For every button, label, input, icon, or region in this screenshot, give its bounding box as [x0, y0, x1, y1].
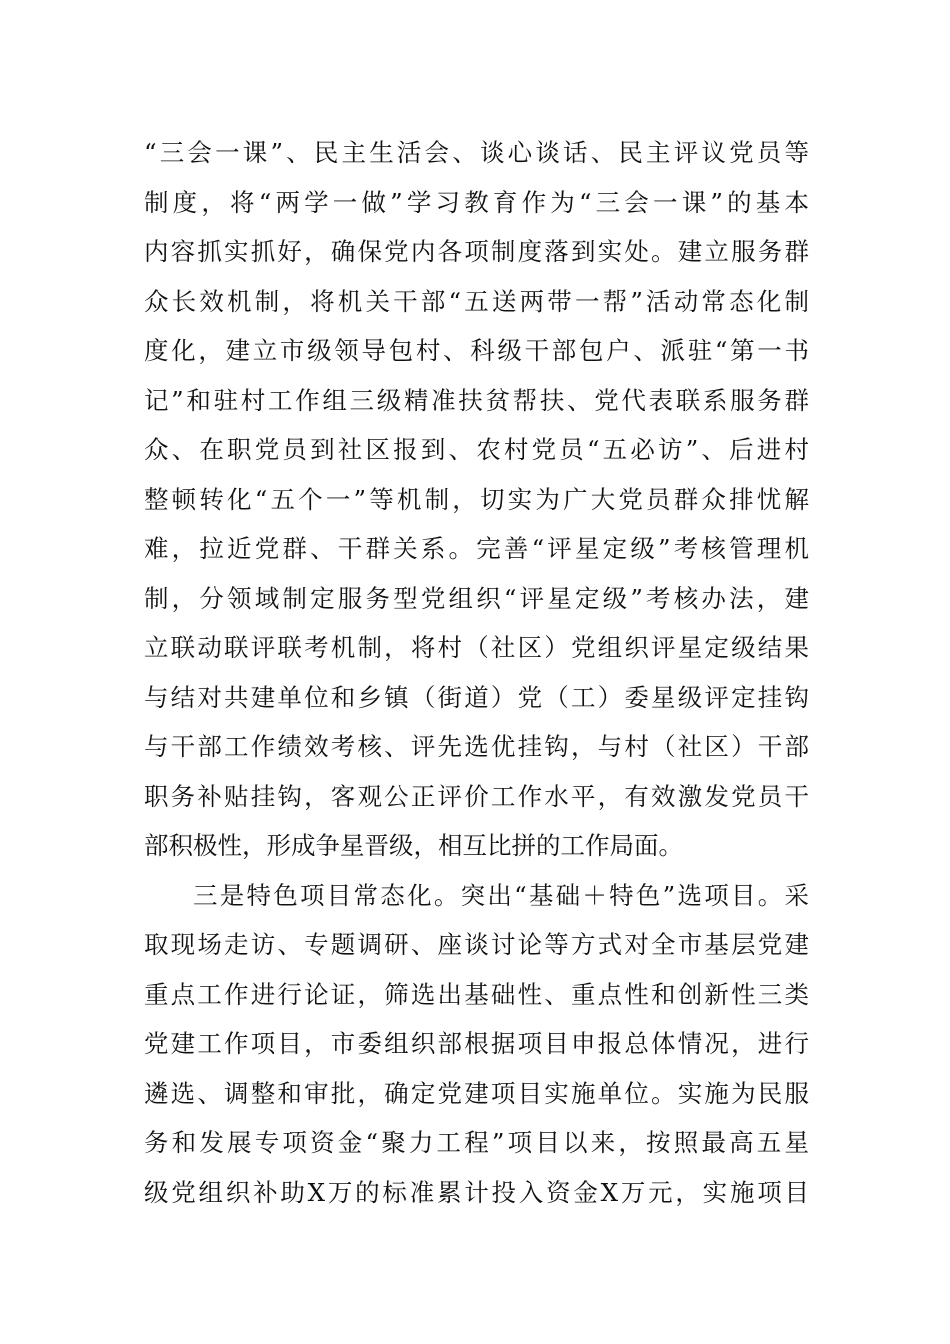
- body-text: [144, 128, 809, 1217]
- text-line-19: 党建工作项目，市委组织部根据项目申报总体情况，进行: [144, 1029, 809, 1058]
- text-line-3: 内容抓实抓好，确保党内各项制度落到实处。建立服务群: [144, 237, 809, 266]
- text-line-22: 级党组织补助X万的标准累计投入资金X万元，实施项目: [144, 1177, 809, 1207]
- text-line-15: 部积极性，形成争星晋级，相互比拼的工作局面。: [144, 831, 683, 860]
- text-line-13: 与干部工作绩效考核、评先选优挂钩，与村（社区）干部: [144, 732, 809, 761]
- text-line-16: 三是特色项目常态化。突出“基础＋特色”选项目。采: [193, 880, 809, 910]
- text-line-4: 众长效机制，将机关干部“五送两带一帮”活动常态化制: [144, 286, 809, 316]
- text-line-11: 立联动联评联考机制，将村（社区）党组织评星定级结果: [144, 633, 809, 662]
- text-line-7: 众、在职党员到社区报到、农村党员“五必访”、后进村: [144, 435, 809, 464]
- text-line-10: 制，分领域制定服务型党组织“评星定级”考核办法，建: [144, 583, 809, 613]
- text-line-20: 遴选、调整和审批，确定党建项目实施单位。实施为民服: [144, 1078, 809, 1108]
- text-line-14: 职务补贴挂钩，客观公正评价工作水平，有效激发党员干: [144, 781, 809, 811]
- text-line-5: 度化，建立市级领导包村、科级干部包户、派驻“第一书: [144, 336, 809, 365]
- text-line-6: 记”和驻村工作组三级精准扶贫帮扶、党代表联系服务群: [144, 385, 809, 415]
- text-line-12: 与结对共建单位和乡镇（街道）党（工）委星级评定挂钩: [144, 682, 809, 712]
- text-line-8: 整顿转化“五个一”等机制，切实为广大党员群众排忧解: [144, 484, 809, 514]
- text-line-1: “三会一课”、民主生活会、谈心谈话、民主评议党员等: [144, 138, 809, 167]
- text-line-18: 重点工作进行论证，筛选出基础性、重点性和创新性三类: [144, 979, 809, 1009]
- text-line-2: 制度，将“两学一做”学习教育作为“三会一课”的基本: [144, 187, 809, 217]
- text-line-21: 务和发展专项资金“聚力工程”项目以来，按照最高五星: [144, 1128, 809, 1157]
- text-line-17: 取现场走访、专题调研、座谈讨论等方式对全市基层党建: [144, 930, 809, 959]
- text-line-9: 难，拉近党群、干群关系。完善“评星定级”考核管理机: [144, 534, 809, 563]
